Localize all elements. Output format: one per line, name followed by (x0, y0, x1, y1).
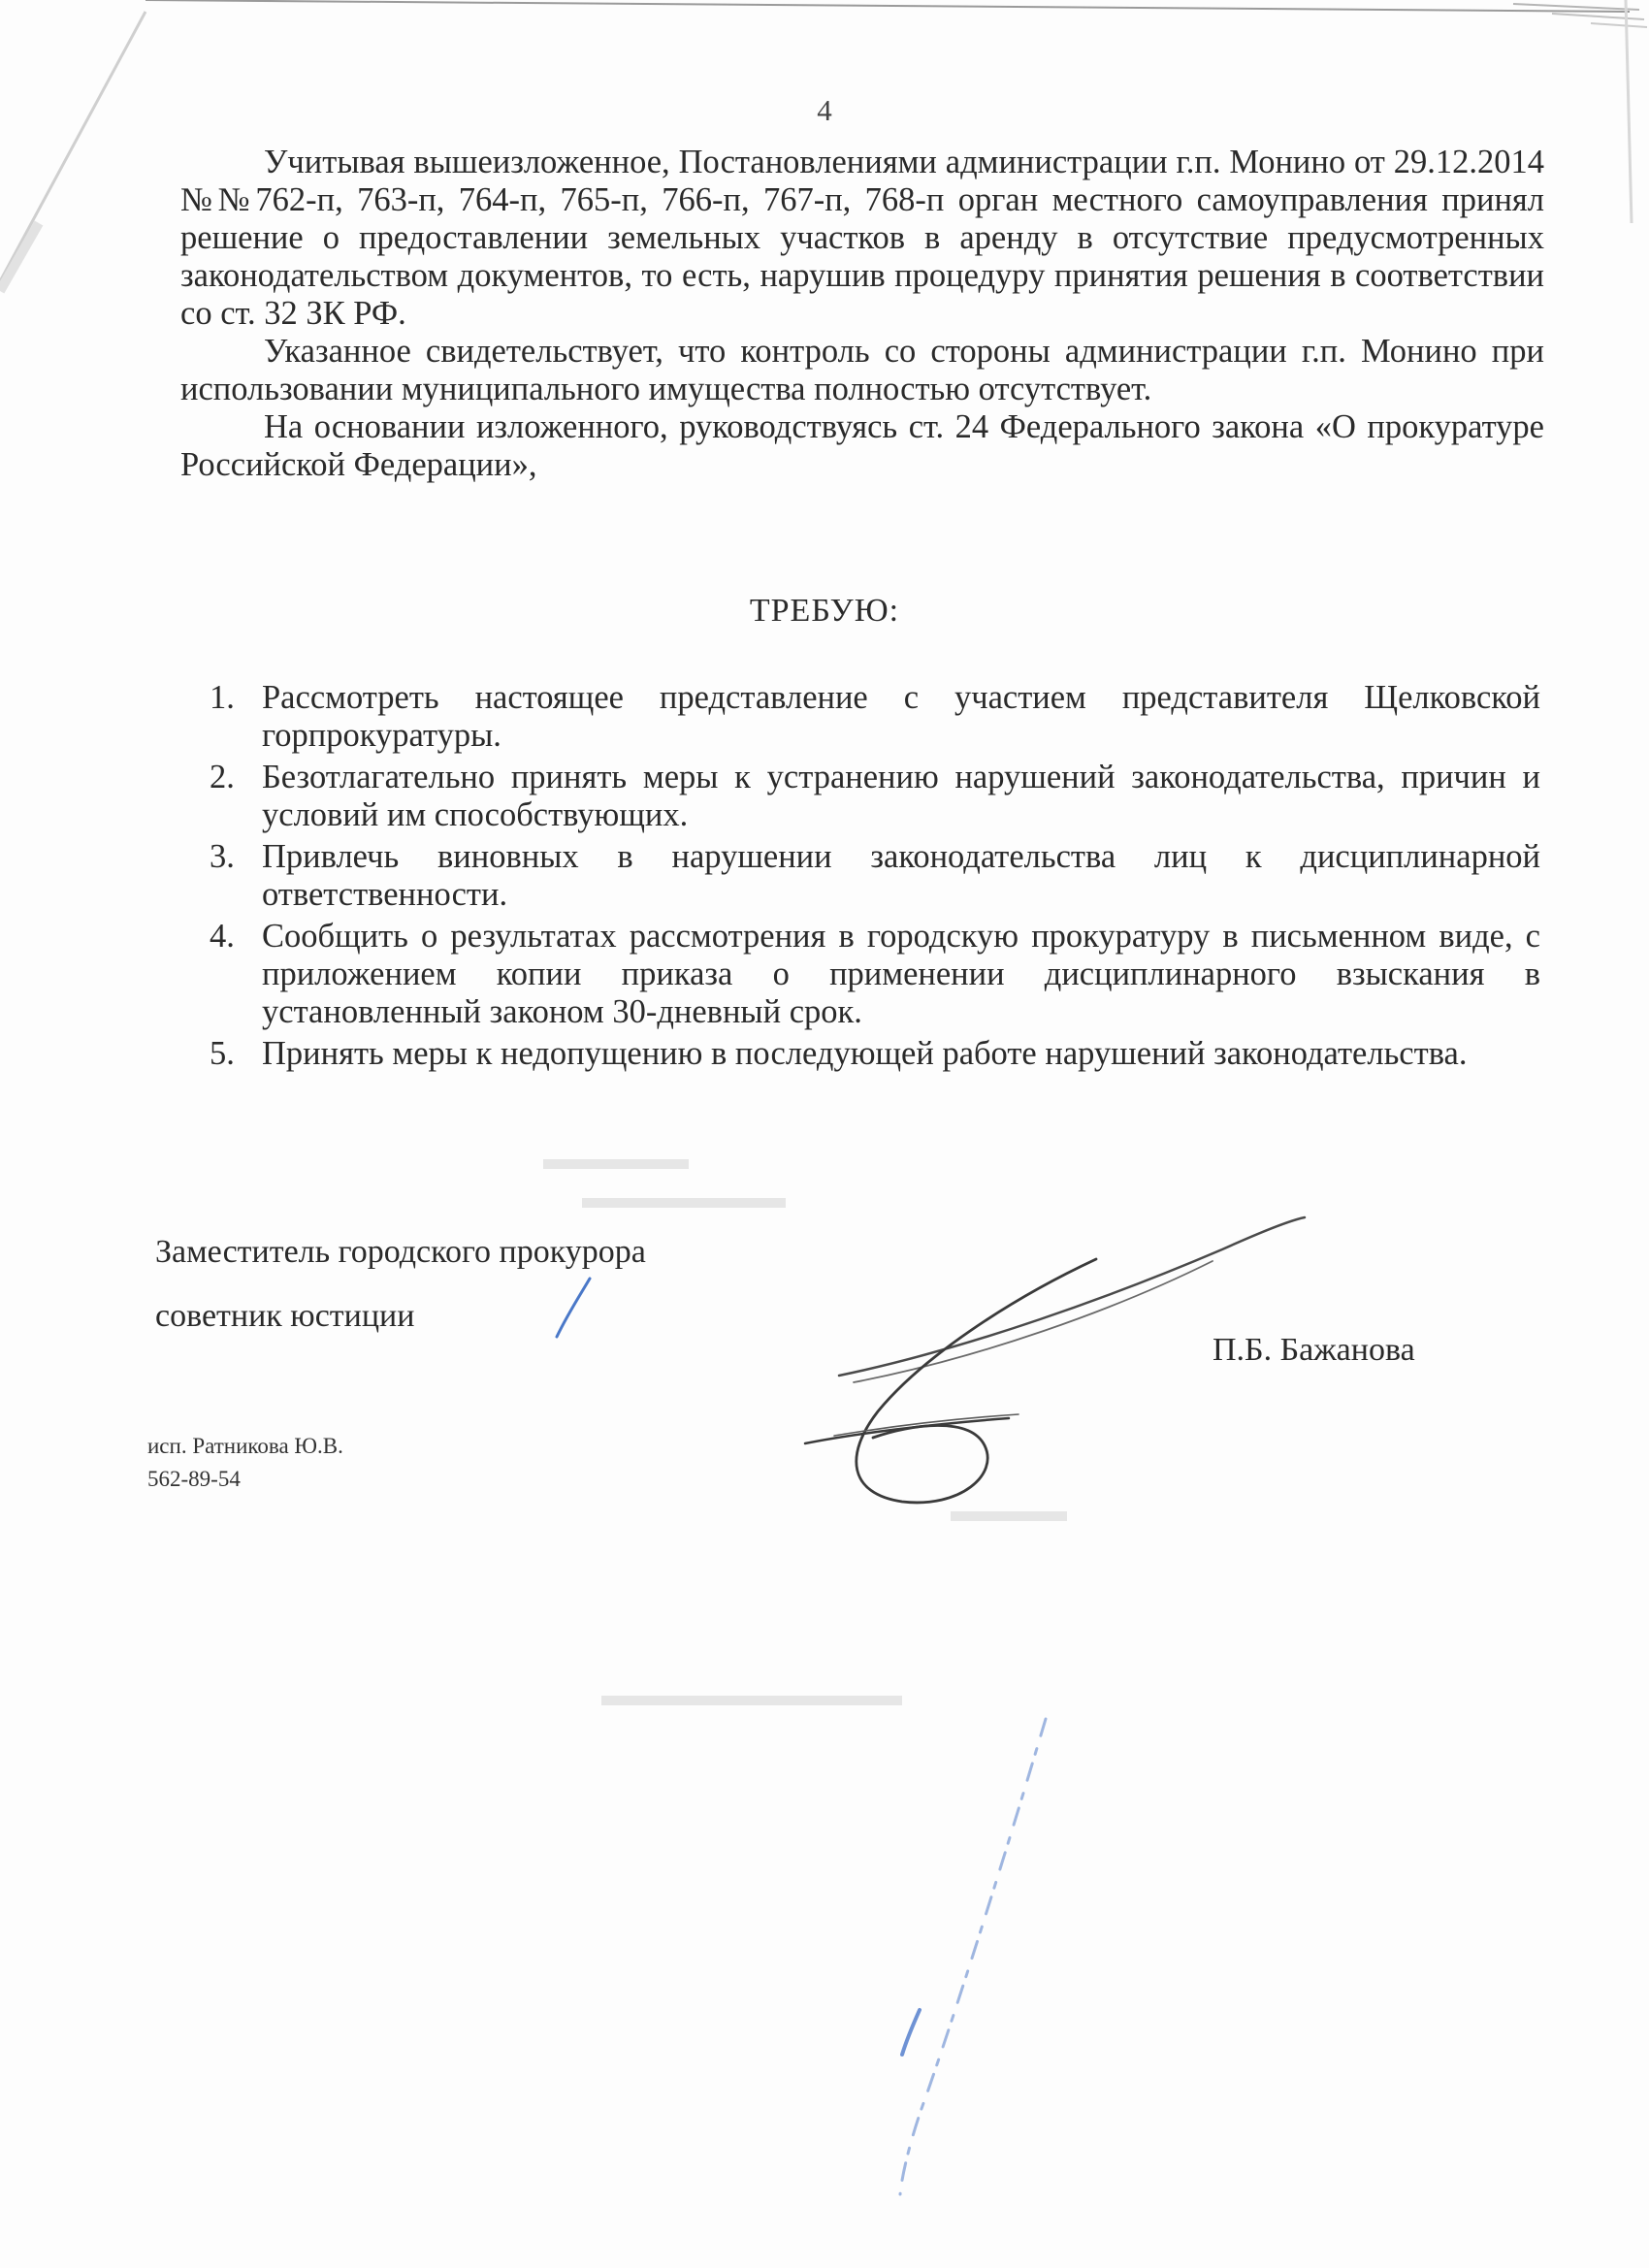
requirement-number: 3. (210, 838, 235, 875)
paragraph-considering: Учитывая вышеизложенное, Постановлениями администрации г.п. Монино от 29.12.2014 №№762-п, 763-п, 764-п, 765-п, 766-п, 767-п, 768-п орган местного самоуправления принял решение о предоставлении земельных участков в аренду в отсутствие предусмотренных законодательством документов, то есть, нарушив процедуру принятия решения в соответствии со ст. 32 ЗК РФ. (180, 144, 1544, 332)
requirement-item (210, 918, 1540, 1031)
requirement-text: Принять меры к недопущению в последующей работе нарушений законодательства. (262, 1035, 1468, 1072)
signatory-position-line1: Заместитель городского прокурора (155, 1234, 646, 1270)
requirement-item (210, 1035, 1540, 1073)
requirement-text: Сообщить о результатах рассмотрения в городскую прокуратуру в письменном виде, с приложением копии приказа о применении дисциплинарного взыскания в установленный законом 30-дневный срок. (262, 918, 1540, 1030)
executor-phone: 562-89-54 (147, 1467, 241, 1491)
requirement-number: 1. (210, 679, 235, 716)
requirement-number: 2. (210, 759, 235, 795)
requirement-number: 5. (210, 1035, 235, 1072)
signatory-position-line2: советник юстиции (155, 1298, 415, 1334)
requirements-list (210, 679, 1540, 1077)
paragraph-legal-basis: На основании изложенного, руководствуясь ст. 24 Федерального закона «О прокуратуре Российской Федерации», (180, 408, 1544, 483)
requirement-item (210, 679, 1540, 755)
requirement-item (210, 838, 1540, 914)
requirement-text: Рассмотреть настоящее представление с участием представителя Щелковской горпрокуратуры. (262, 679, 1540, 754)
demand-heading: ТРЕБУЮ: (749, 593, 900, 629)
page-number: 4 (817, 93, 832, 127)
requirement-text: Безотлагательно принять меры к устранению нарушений законодательства, причин и условий им способствующих. (262, 759, 1540, 833)
requirement-item (210, 759, 1540, 834)
signatory-name: П.Б. Бажанова (1212, 1332, 1415, 1368)
body-text (180, 144, 1544, 484)
paragraph-control-absent: Указанное свидетельствует, что контроль со стороны администрации г.п. Монино при использовании муниципального имущества полностью отсутствует. (180, 333, 1544, 407)
requirement-text: Привлечь виновных в нарушении законодательства лиц к дисциплинарной ответственности. (262, 838, 1540, 913)
requirement-number: 4. (210, 918, 235, 955)
executor-name: исп. Ратникова Ю.В. (147, 1434, 343, 1458)
